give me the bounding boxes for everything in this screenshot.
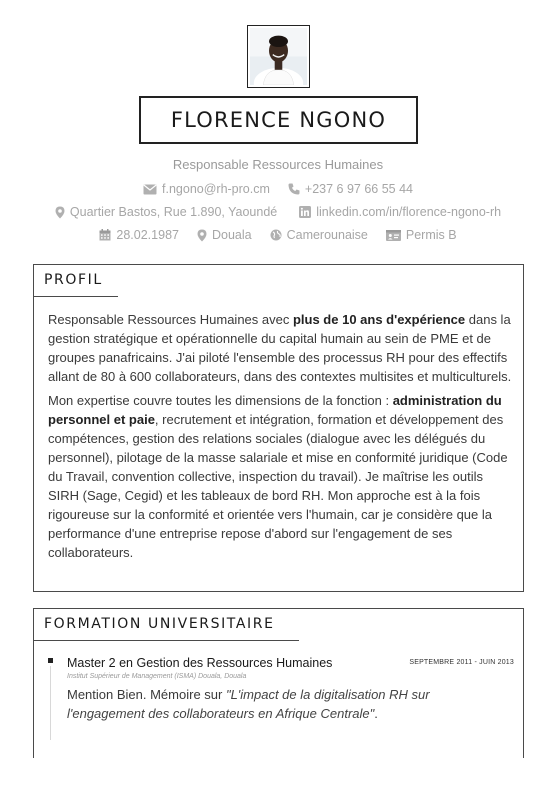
linkedin-icon	[299, 206, 311, 218]
phone-icon	[288, 183, 300, 195]
degree-dates: SEPTEMBRE 2011 - JUIN 2013	[409, 659, 514, 666]
profil-section-title: PROFIL	[44, 272, 103, 288]
section-title-underline	[34, 640, 299, 641]
contact-row-3	[0, 228, 556, 242]
contact-phone[interactable]	[288, 182, 413, 196]
section-top-border	[33, 608, 524, 609]
name-box	[139, 96, 418, 144]
license-text: Permis B	[405, 228, 457, 242]
entry-bullet	[48, 658, 53, 663]
profil-section	[33, 264, 524, 592]
linkedin-text: linkedin.com/in/florence-ngono-rh	[316, 205, 502, 219]
degree-description: Mention Bien. Mémoire sur "L'impact de la digitalisation RH sur l'engagement des collaborateurs en Afrique Centrale".	[67, 687, 430, 721]
contact-nationality	[270, 228, 368, 242]
location-pin-icon	[55, 206, 65, 219]
envelope-icon	[143, 184, 157, 195]
formation-section-title: FORMATION UNIVERSITAIRE	[44, 616, 275, 632]
contact-linkedin[interactable]	[299, 205, 501, 219]
portrait-image	[250, 28, 307, 85]
profil-body	[48, 310, 514, 567]
profile-photo	[247, 25, 310, 88]
globe-icon	[270, 229, 282, 241]
job-title: Responsable Ressources Humaines	[172, 157, 384, 172]
entry-timeline-line	[50, 666, 51, 740]
nationality-text: Camerounaise	[286, 228, 368, 242]
email-text: f.ngono@rh-pro.cm	[162, 182, 270, 196]
formation-section	[33, 608, 524, 758]
section-title-underline	[34, 296, 118, 297]
contact-row-2	[0, 205, 556, 219]
calendar-icon	[99, 229, 111, 241]
section-top-border	[33, 264, 524, 265]
address-text: Quartier Bastos, Rue 1.890, Yaoundé	[69, 205, 278, 219]
city-text: Douala	[211, 228, 252, 242]
profil-paragraph-2: Mon expertise couvre toutes les dimensions de la fonction : administration du personnel et paie, recrutement et intégration, formation et développement des compétences, gestion des relations sociales (dialogue avec les délégués du personnel), pilotage de la masse salariale et mise en conformité juridique (Code du Travail, convention collective, inspection du travail). Je maîtrise les outils SIRH (Sage, Cegid) et les tableaux de bord RH. Mon approche est à la fois rigoureuse sur la conformité et orientée vers l'humain, car je considère que la performance d'une entreprise repose d'abord sur l'engagement de ses collaborateurs.	[48, 393, 508, 560]
candidate-name: FLORENCE NGONO	[170, 108, 387, 132]
contact-row-1	[0, 182, 556, 196]
contact-license	[386, 228, 457, 242]
contact-birthdate	[99, 228, 179, 242]
birthdate-text: 28.02.1987	[116, 228, 179, 242]
contact-address	[55, 205, 277, 219]
profil-paragraph-1: Responsable Ressources Humaines avec plus de 10 ans d'expérience dans la gestion stratégique et opérationnelle du capital humain au sein de PME et de groupes panafricains. J'ai piloté l'ensemble des processus RH pour des effectifs allant de 80 à 600 collaborateurs, dans des contextes multisites et multiculturels.	[48, 312, 512, 384]
degree-title: Master 2 en Gestion des Ressources Humaines	[67, 656, 333, 670]
id-card-icon	[386, 230, 401, 241]
contact-email[interactable]	[143, 182, 270, 196]
phone-text: +237 6 97 66 55 44	[304, 182, 413, 196]
contact-city	[197, 228, 252, 242]
location-pin-icon	[197, 229, 207, 242]
school-name: Institut Supérieur de Management (ISMA) Douala, Douala	[67, 673, 247, 680]
